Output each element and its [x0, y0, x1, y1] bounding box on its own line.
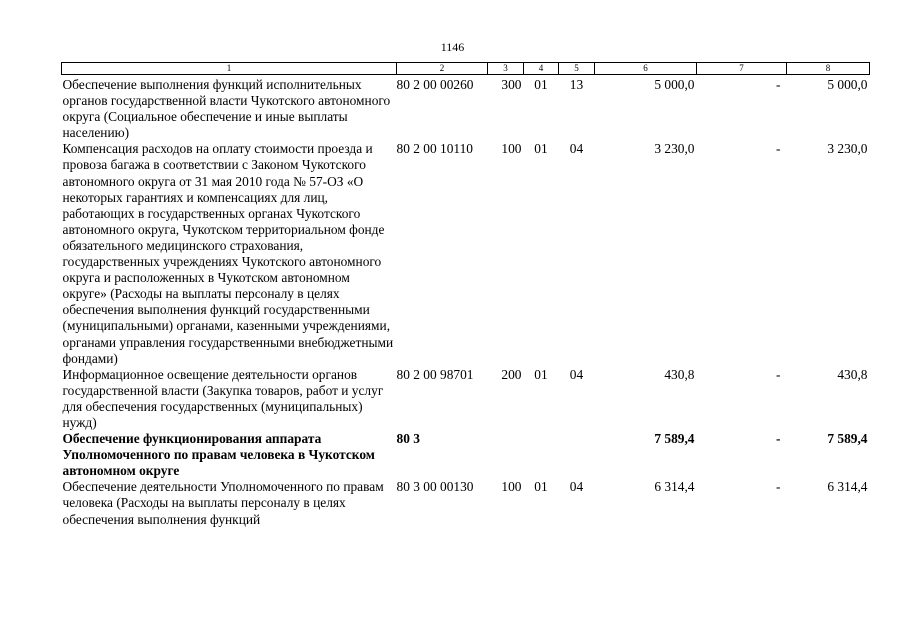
row-section: 01 [534, 366, 548, 382]
column-header-1: 1 [62, 63, 397, 75]
row-section: 01 [534, 141, 548, 157]
row-amount-total: 430,8 [664, 366, 695, 382]
row-amount-col8: 6 314,4 [827, 479, 868, 495]
table-row [62, 141, 870, 366]
row-amount-total: 5 000,0 [654, 77, 695, 92]
row-amount-total: 3 230,0 [654, 141, 695, 157]
column-header-6: 6 [595, 63, 697, 75]
column-header-4: 4 [524, 63, 559, 75]
row-amount-col7: - [776, 479, 781, 495]
row-code: 80 3 [396, 431, 420, 447]
row-code: 80 2 00 98701 [396, 366, 474, 382]
row-amount-col8: 3 230,0 [827, 141, 868, 157]
row-expense-type: 300 [501, 77, 522, 92]
row-subsection: 04 [569, 141, 584, 157]
row-amount-col7: - [776, 77, 781, 92]
column-header-8: 8 [787, 63, 870, 75]
row-section: 01 [534, 479, 548, 495]
row-amount-col7: - [776, 366, 781, 382]
column-header-3: 3 [488, 63, 524, 75]
row-subsection: 04 [569, 366, 584, 382]
column-number-header [62, 63, 870, 75]
row-description: Обеспечение функционирования аппарата Уполномоченного по правам человека в Чукотском автономном округе [62, 431, 375, 479]
row-subsection [559, 431, 595, 479]
row-amount-col7: - [776, 141, 781, 157]
row-amount-col7: - [776, 431, 781, 447]
column-header-7: 7 [697, 63, 787, 75]
row-amount-col8: 430,8 [837, 366, 868, 382]
column-header-2: 2 [397, 63, 488, 75]
budget-table [61, 62, 870, 528]
row-amount-total: 6 314,4 [654, 479, 695, 495]
row-description: Компенсация расходов на оплату стоимости проезда и провоза багажа в соответствии с Законом Чукотского автономного округа от 31 мая 2010 года № 57-ОЗ «О некоторых гарантиях и компенсациях для лиц, работающих в государственных органах Чукотского автономного округа, Чукотском территориальном фонде обязательного медицинского страхования, государственных учреждениях Чукотского автономного округа и расположенных в Чукотском автономном округе» (Расходы на выплаты персоналу в целях обеспечения выполнения функций государственными (муниципальными) органами, казенными учреждениями, органами управления государственными внебюджетными фондами) [62, 141, 394, 366]
row-code: 80 3 00 00130 [396, 479, 474, 495]
row-expense-type: 100 [501, 141, 522, 157]
row-subsection: 13 [569, 77, 584, 92]
row-section: 01 [534, 77, 548, 92]
row-amount-col8: 5 000,0 [827, 77, 868, 92]
row-section [524, 431, 559, 479]
row-description: Обеспечение деятельности Уполномоченного по правам человека (Расходы на выплаты персоналу в целях обеспечения выполнения функций [62, 479, 384, 527]
row-description: Информационное освещение деятельности органов государственной власти (Закупка товаров, работ и услуг для обеспечения государственных (муниципальных) нужд) [62, 366, 384, 430]
row-code: 80 2 00 00260 [396, 77, 474, 92]
row-amount-col8: 7 589,4 [827, 431, 868, 447]
row-expense-type: 200 [501, 366, 522, 382]
table-row [62, 367, 870, 431]
row-code: 80 2 00 10110 [396, 141, 473, 157]
row-expense-type [488, 431, 524, 479]
table-row-section-total [62, 431, 870, 479]
row-subsection: 04 [569, 479, 584, 495]
row-expense-type: 100 [501, 479, 522, 495]
table-row [62, 479, 870, 527]
column-header-5: 5 [559, 63, 595, 75]
table-row [62, 75, 870, 142]
row-amount-total: 7 589,4 [654, 431, 695, 447]
row-description: Обеспечение выполнения функций исполнительных органов государственной власти Чукотского автономного округа (Социальное обеспечение и иные выплаты населению) [62, 77, 391, 141]
page-number: 1146 [440, 40, 465, 54]
